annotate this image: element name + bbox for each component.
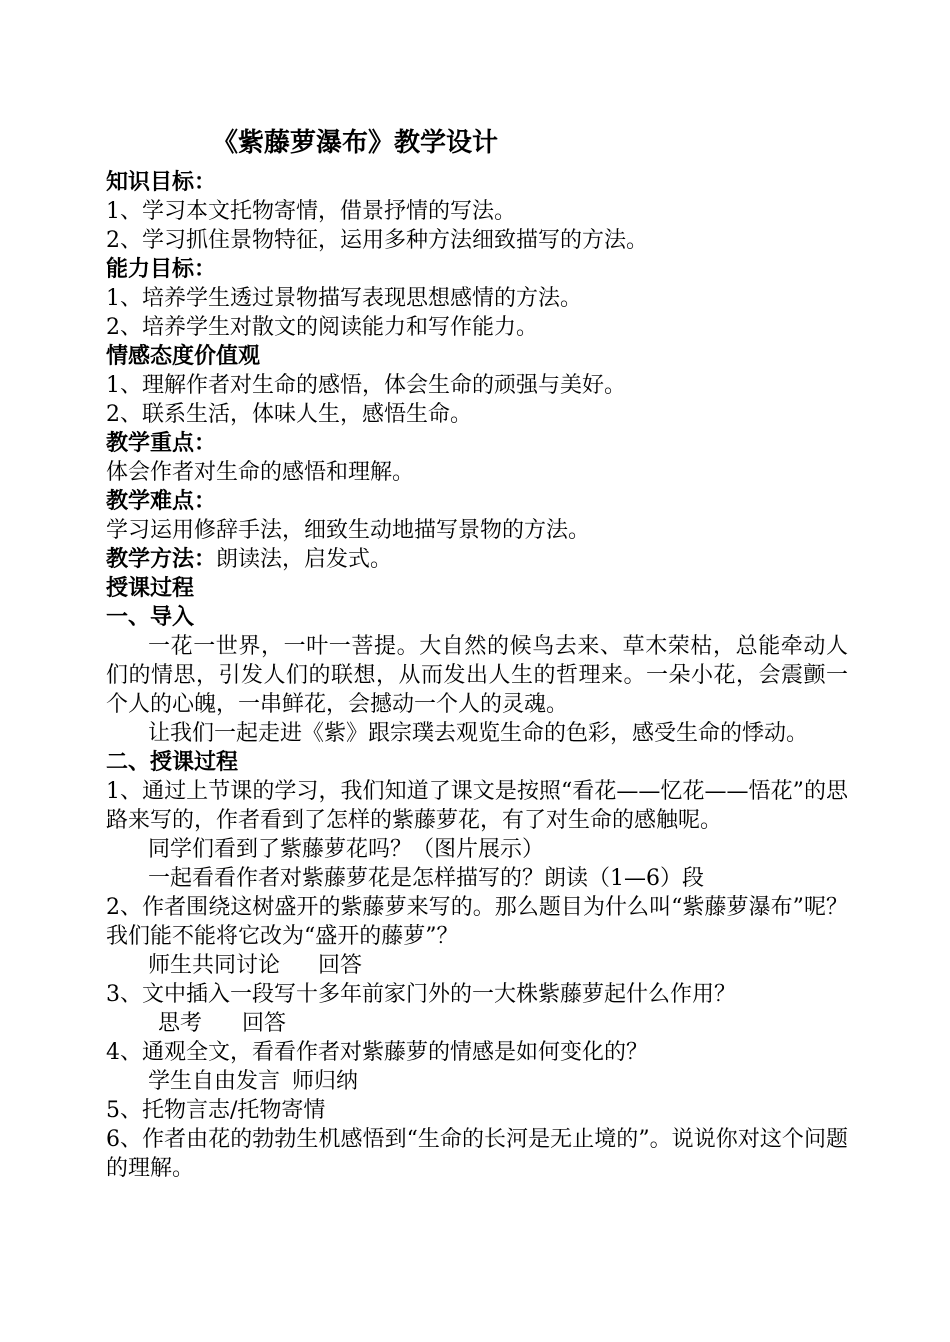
ability-goals-heading: 能力目标： bbox=[106, 257, 217, 282]
lesson-step-3-activity bbox=[106, 1009, 848, 1038]
lesson-step-4-activity bbox=[106, 1067, 848, 1096]
emotion-goals-heading: 情感态度价值观 bbox=[106, 344, 261, 369]
ability-goal-item: 2、培养学生对散文的阅读能力和写作能力。 bbox=[106, 315, 538, 340]
activity-think: 思考 bbox=[158, 1011, 203, 1036]
knowledge-goal-item: 1、学习本文托物寄情，借景抒情的写法。 bbox=[106, 199, 516, 224]
document-body bbox=[106, 168, 848, 1183]
key-points-heading: 教学重点： bbox=[106, 431, 217, 456]
knowledge-goal-item: 2、学习抓住景物特征，运用多种方法细致描写的方法。 bbox=[106, 228, 648, 253]
lesson-heading: 二、授课过程 bbox=[106, 750, 239, 775]
emotion-goal-item: 2、联系生活，体味人生，感悟生命。 bbox=[106, 402, 472, 427]
lesson-step-4: 4、通观全文，看看作者对紫藤萝的情感是如何变化的？ bbox=[106, 1040, 648, 1065]
key-points-text: 体会作者对生命的感悟和理解。 bbox=[106, 460, 415, 485]
activity-free-speech: 学生自由发言 bbox=[148, 1069, 281, 1094]
intro-paragraph: 一花一世界，一叶一菩提。大自然的候鸟去来、草木荣枯，总能牵动人们的情思，引发人们的联想，从而发出人生的哲理来。一朵小花，会震颤一个人的心魄，一串鲜花，会撼动一个人的灵魂。 bbox=[106, 634, 848, 717]
lesson-step-2: 2、作者围绕这树盛开的紫藤萝来写的。那么题目为什么叫“紫藤萝瀑布”呢？我们能不能将它改为“盛开的藤萝”？ bbox=[106, 895, 848, 949]
lesson-step-1: 1、通过上节课的学习，我们知道了课文是按照“看花——忆花——悟花”的思路来写的，作者看到了怎样的紫藤萝花，有了对生命的感触呢。 bbox=[106, 779, 848, 833]
lesson-step-1-b: 一起看看作者对紫藤萝花是怎样描写的？朗读（1—6）段 bbox=[148, 866, 704, 891]
methods-text: 朗读法，启发式。 bbox=[216, 547, 393, 572]
lesson-step-3: 3、文中插入一段写十多年前家门外的一大株紫藤萝起什么作用？ bbox=[106, 982, 736, 1007]
knowledge-goals-heading: 知识目标： bbox=[106, 170, 217, 195]
activity-summary: 师归纳 bbox=[292, 1069, 359, 1094]
lesson-step-2-activity bbox=[106, 951, 848, 980]
document-title: 《紫藤萝瀑布》教学设计 bbox=[212, 128, 499, 158]
difficulties-text: 学习运用修辞手法，细致生动地描写景物的方法。 bbox=[106, 518, 591, 543]
intro-paragraph: 让我们一起走进《紫》跟宗璞去观览生命的色彩，感受生命的悸动。 bbox=[148, 721, 809, 746]
activity-answer: 回答 bbox=[318, 953, 363, 978]
process-heading: 授课过程 bbox=[106, 576, 195, 601]
ability-goal-item: 1、培养学生透过景物描写表现思想感情的方法。 bbox=[106, 286, 582, 311]
activity-answer: 回答 bbox=[242, 1011, 287, 1036]
lesson-step-1-a: 同学们看到了紫藤萝花吗？（图片展示） bbox=[148, 837, 545, 862]
emotion-goal-item: 1、理解作者对生命的感悟，体会生命的顽强与美好。 bbox=[106, 373, 626, 398]
difficulties-heading: 教学难点： bbox=[106, 489, 217, 514]
lesson-step-5: 5、托物言志/托物寄情 bbox=[106, 1098, 326, 1123]
lesson-step-6: 6、作者由花的勃勃生机感悟到“生命的长河是无止境的”。说说你对这个问题的理解。 bbox=[106, 1127, 848, 1181]
intro-heading: 一、导入 bbox=[106, 605, 195, 630]
methods-line bbox=[106, 545, 848, 574]
activity-discuss: 师生共同讨论 bbox=[148, 953, 281, 978]
methods-heading: 教学方法： bbox=[106, 547, 217, 572]
